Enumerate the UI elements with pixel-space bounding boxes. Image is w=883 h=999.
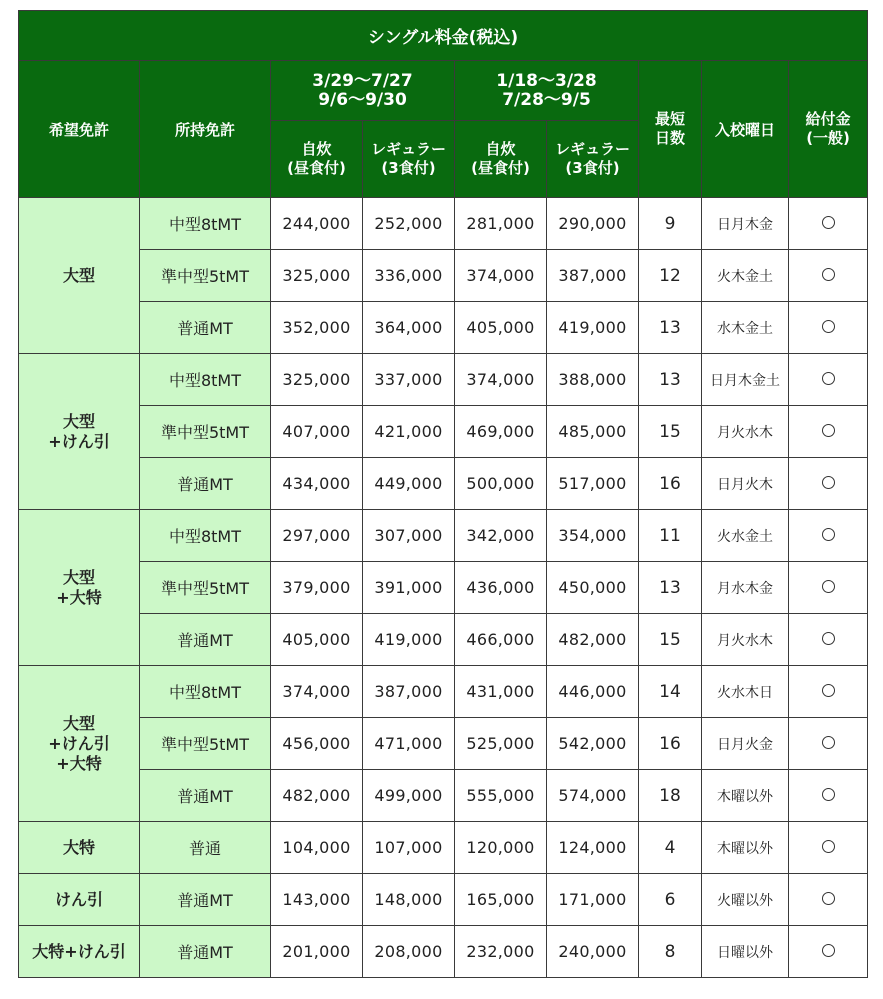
price-p2-regular-cell: 124,000 [547,822,639,874]
price-p2-regular-cell: 446,000 [547,666,639,718]
table-row [19,562,868,614]
held-license-cell: 普通MT [140,874,271,926]
group-label-line: 大型 [62,411,95,431]
price-p2-regular-cell: 290,000 [547,198,639,250]
table-header [19,11,868,198]
benefit-cell [789,198,868,250]
entry-days-cell: 日曜以外 [702,926,789,978]
header-p2-self-catering: 自炊 (昼食付) [455,121,547,198]
price-p2-regular-cell: 354,000 [547,510,639,562]
price-p2-self-cell: 431,000 [455,666,547,718]
benefit-cell [789,874,868,926]
circle-mark-icon [822,788,835,801]
header-period-2: 1/18～3/28 7/28～9/5 [455,61,639,121]
price-p1-self-cell: 407,000 [271,406,363,458]
price-p2-self-cell: 374,000 [455,354,547,406]
table-row [19,510,868,562]
min-days-cell: 15 [639,614,702,666]
entry-days-cell: 木曜以外 [702,822,789,874]
pricing-table [18,10,868,978]
group-label-line: +けん引 [48,431,110,451]
price-p2-regular-cell: 485,000 [547,406,639,458]
group-label [19,198,140,354]
price-p2-regular-cell: 542,000 [547,718,639,770]
price-p1-regular-cell: 387,000 [363,666,455,718]
table-row [19,406,868,458]
benefit-cell [789,770,868,822]
price-p1-self-cell: 405,000 [271,614,363,666]
table-row [19,874,868,926]
price-p1-self-cell: 374,000 [271,666,363,718]
price-p2-self-cell: 342,000 [455,510,547,562]
price-p1-self-cell: 104,000 [271,822,363,874]
table-row [19,458,868,510]
header-desired-license: 希望免許 [19,61,140,198]
group-label [19,822,140,874]
benefit-cell [789,458,868,510]
price-p1-regular-cell: 421,000 [363,406,455,458]
circle-mark-icon [822,216,835,229]
circle-mark-icon [822,424,835,437]
circle-mark-icon [822,268,835,281]
benefit-cell [789,666,868,718]
entry-days-cell: 日月火木 [702,458,789,510]
benefit-cell [789,926,868,978]
min-days-cell: 11 [639,510,702,562]
group-label-line: +大特 [56,587,102,607]
circle-mark-icon [822,840,835,853]
entry-days-cell: 月火水木 [702,614,789,666]
entry-days-cell: 日月木金土 [702,354,789,406]
price-p2-regular-cell: 574,000 [547,770,639,822]
table-row [19,250,868,302]
header-held-license: 所持免許 [140,61,271,198]
price-p2-self-cell: 500,000 [455,458,547,510]
price-p2-regular-cell: 388,000 [547,354,639,406]
held-license-cell: 普通MT [140,614,271,666]
price-p1-regular-cell: 364,000 [363,302,455,354]
table-row [19,822,868,874]
header-p1-self-catering: 自炊 (昼食付) [271,121,363,198]
held-license-cell: 普通MT [140,302,271,354]
held-license-cell: 準中型5tMT [140,250,271,302]
price-p2-self-cell: 555,000 [455,770,547,822]
min-days-cell: 6 [639,874,702,926]
header-min-days: 最短 日数 [639,61,702,198]
held-license-cell: 中型8tMT [140,198,271,250]
group-label [19,926,140,978]
benefit-cell [789,718,868,770]
min-days-cell: 13 [639,354,702,406]
entry-days-cell: 水木金土 [702,302,789,354]
table-row [19,718,868,770]
min-days-cell: 14 [639,666,702,718]
entry-days-cell: 火木金土 [702,250,789,302]
benefit-cell [789,302,868,354]
price-p2-self-cell: 165,000 [455,874,547,926]
min-days-cell: 16 [639,718,702,770]
group-label-line: けん引 [54,889,103,909]
min-days-cell: 13 [639,562,702,614]
table-row [19,770,868,822]
table-row [19,666,868,718]
held-license-cell: 準中型5tMT [140,718,271,770]
circle-mark-icon [822,528,835,541]
price-p2-regular-cell: 240,000 [547,926,639,978]
price-p1-regular-cell: 307,000 [363,510,455,562]
price-p2-regular-cell: 450,000 [547,562,639,614]
price-p1-self-cell: 244,000 [271,198,363,250]
price-p1-regular-cell: 499,000 [363,770,455,822]
table-row [19,198,868,250]
price-p2-self-cell: 469,000 [455,406,547,458]
header-entry-days: 入校曜日 [702,61,789,198]
price-p1-self-cell: 297,000 [271,510,363,562]
table-row [19,302,868,354]
price-p1-self-cell: 352,000 [271,302,363,354]
price-p1-regular-cell: 337,000 [363,354,455,406]
group-label-line: 大特 [62,837,95,857]
held-license-cell: 準中型5tMT [140,562,271,614]
price-p2-self-cell: 436,000 [455,562,547,614]
table-body [19,198,868,978]
benefit-cell [789,510,868,562]
price-p1-regular-cell: 148,000 [363,874,455,926]
entry-days-cell: 日月火金 [702,718,789,770]
price-p2-self-cell: 281,000 [455,198,547,250]
price-p1-self-cell: 143,000 [271,874,363,926]
price-p1-self-cell: 434,000 [271,458,363,510]
held-license-cell: 中型8tMT [140,666,271,718]
held-license-cell: 普通MT [140,770,271,822]
circle-mark-icon [822,684,835,697]
held-license-cell: 中型8tMT [140,354,271,406]
held-license-cell: 普通MT [140,926,271,978]
entry-days-cell: 木曜以外 [702,770,789,822]
group-label-line: +けん引 [48,733,110,753]
price-p1-self-cell: 325,000 [271,250,363,302]
entry-days-cell: 火水金土 [702,510,789,562]
header-benefit: 給付金 (一般) [789,61,868,198]
price-p1-regular-cell: 252,000 [363,198,455,250]
min-days-cell: 9 [639,198,702,250]
group-label [19,874,140,926]
min-days-cell: 18 [639,770,702,822]
entry-days-cell: 火水木日 [702,666,789,718]
price-p1-self-cell: 456,000 [271,718,363,770]
circle-mark-icon [822,372,835,385]
price-p1-self-cell: 379,000 [271,562,363,614]
group-label [19,666,140,822]
price-p2-self-cell: 525,000 [455,718,547,770]
circle-mark-icon [822,892,835,905]
min-days-cell: 13 [639,302,702,354]
group-label-line: 大特+けん引 [32,941,126,961]
price-p1-self-cell: 201,000 [271,926,363,978]
price-p1-regular-cell: 208,000 [363,926,455,978]
circle-mark-icon [822,944,835,957]
group-label-line: 大型 [62,567,95,587]
benefit-cell [789,250,868,302]
price-p1-regular-cell: 336,000 [363,250,455,302]
price-p1-regular-cell: 391,000 [363,562,455,614]
group-label [19,354,140,510]
benefit-cell [789,354,868,406]
min-days-cell: 4 [639,822,702,874]
price-p2-self-cell: 120,000 [455,822,547,874]
header-period-1: 3/29～7/27 9/6～9/30 [271,61,455,121]
price-p2-regular-cell: 517,000 [547,458,639,510]
benefit-cell [789,406,868,458]
table-row [19,354,868,406]
circle-mark-icon [822,632,835,645]
table-title: シングル料金(税込) [19,11,868,61]
benefit-cell [789,562,868,614]
held-license-cell: 中型8tMT [140,510,271,562]
held-license-cell: 普通 [140,822,271,874]
group-label-line: 大型 [62,713,95,733]
price-p1-regular-cell: 449,000 [363,458,455,510]
min-days-cell: 8 [639,926,702,978]
entry-days-cell: 火曜以外 [702,874,789,926]
header-p1-regular: レギュラー (3食付) [363,121,455,198]
circle-mark-icon [822,476,835,489]
table-row [19,926,868,978]
circle-mark-icon [822,580,835,593]
circle-mark-icon [822,736,835,749]
price-p2-regular-cell: 419,000 [547,302,639,354]
circle-mark-icon [822,320,835,333]
price-p1-self-cell: 325,000 [271,354,363,406]
table-row [19,614,868,666]
price-p2-self-cell: 405,000 [455,302,547,354]
price-p2-regular-cell: 387,000 [547,250,639,302]
held-license-cell: 普通MT [140,458,271,510]
group-label-line: +大特 [56,753,102,773]
min-days-cell: 16 [639,458,702,510]
price-p1-regular-cell: 419,000 [363,614,455,666]
price-p2-self-cell: 232,000 [455,926,547,978]
price-p2-regular-cell: 171,000 [547,874,639,926]
price-p1-regular-cell: 471,000 [363,718,455,770]
group-label [19,510,140,666]
entry-days-cell: 日月木金 [702,198,789,250]
min-days-cell: 12 [639,250,702,302]
price-p2-regular-cell: 482,000 [547,614,639,666]
benefit-cell [789,822,868,874]
price-p2-self-cell: 466,000 [455,614,547,666]
entry-days-cell: 月火水木 [702,406,789,458]
price-p2-self-cell: 374,000 [455,250,547,302]
price-p1-self-cell: 482,000 [271,770,363,822]
entry-days-cell: 月水木金 [702,562,789,614]
group-label-line: 大型 [62,265,95,285]
held-license-cell: 準中型5tMT [140,406,271,458]
min-days-cell: 15 [639,406,702,458]
header-p2-regular: レギュラー (3食付) [547,121,639,198]
price-p1-regular-cell: 107,000 [363,822,455,874]
benefit-cell [789,614,868,666]
